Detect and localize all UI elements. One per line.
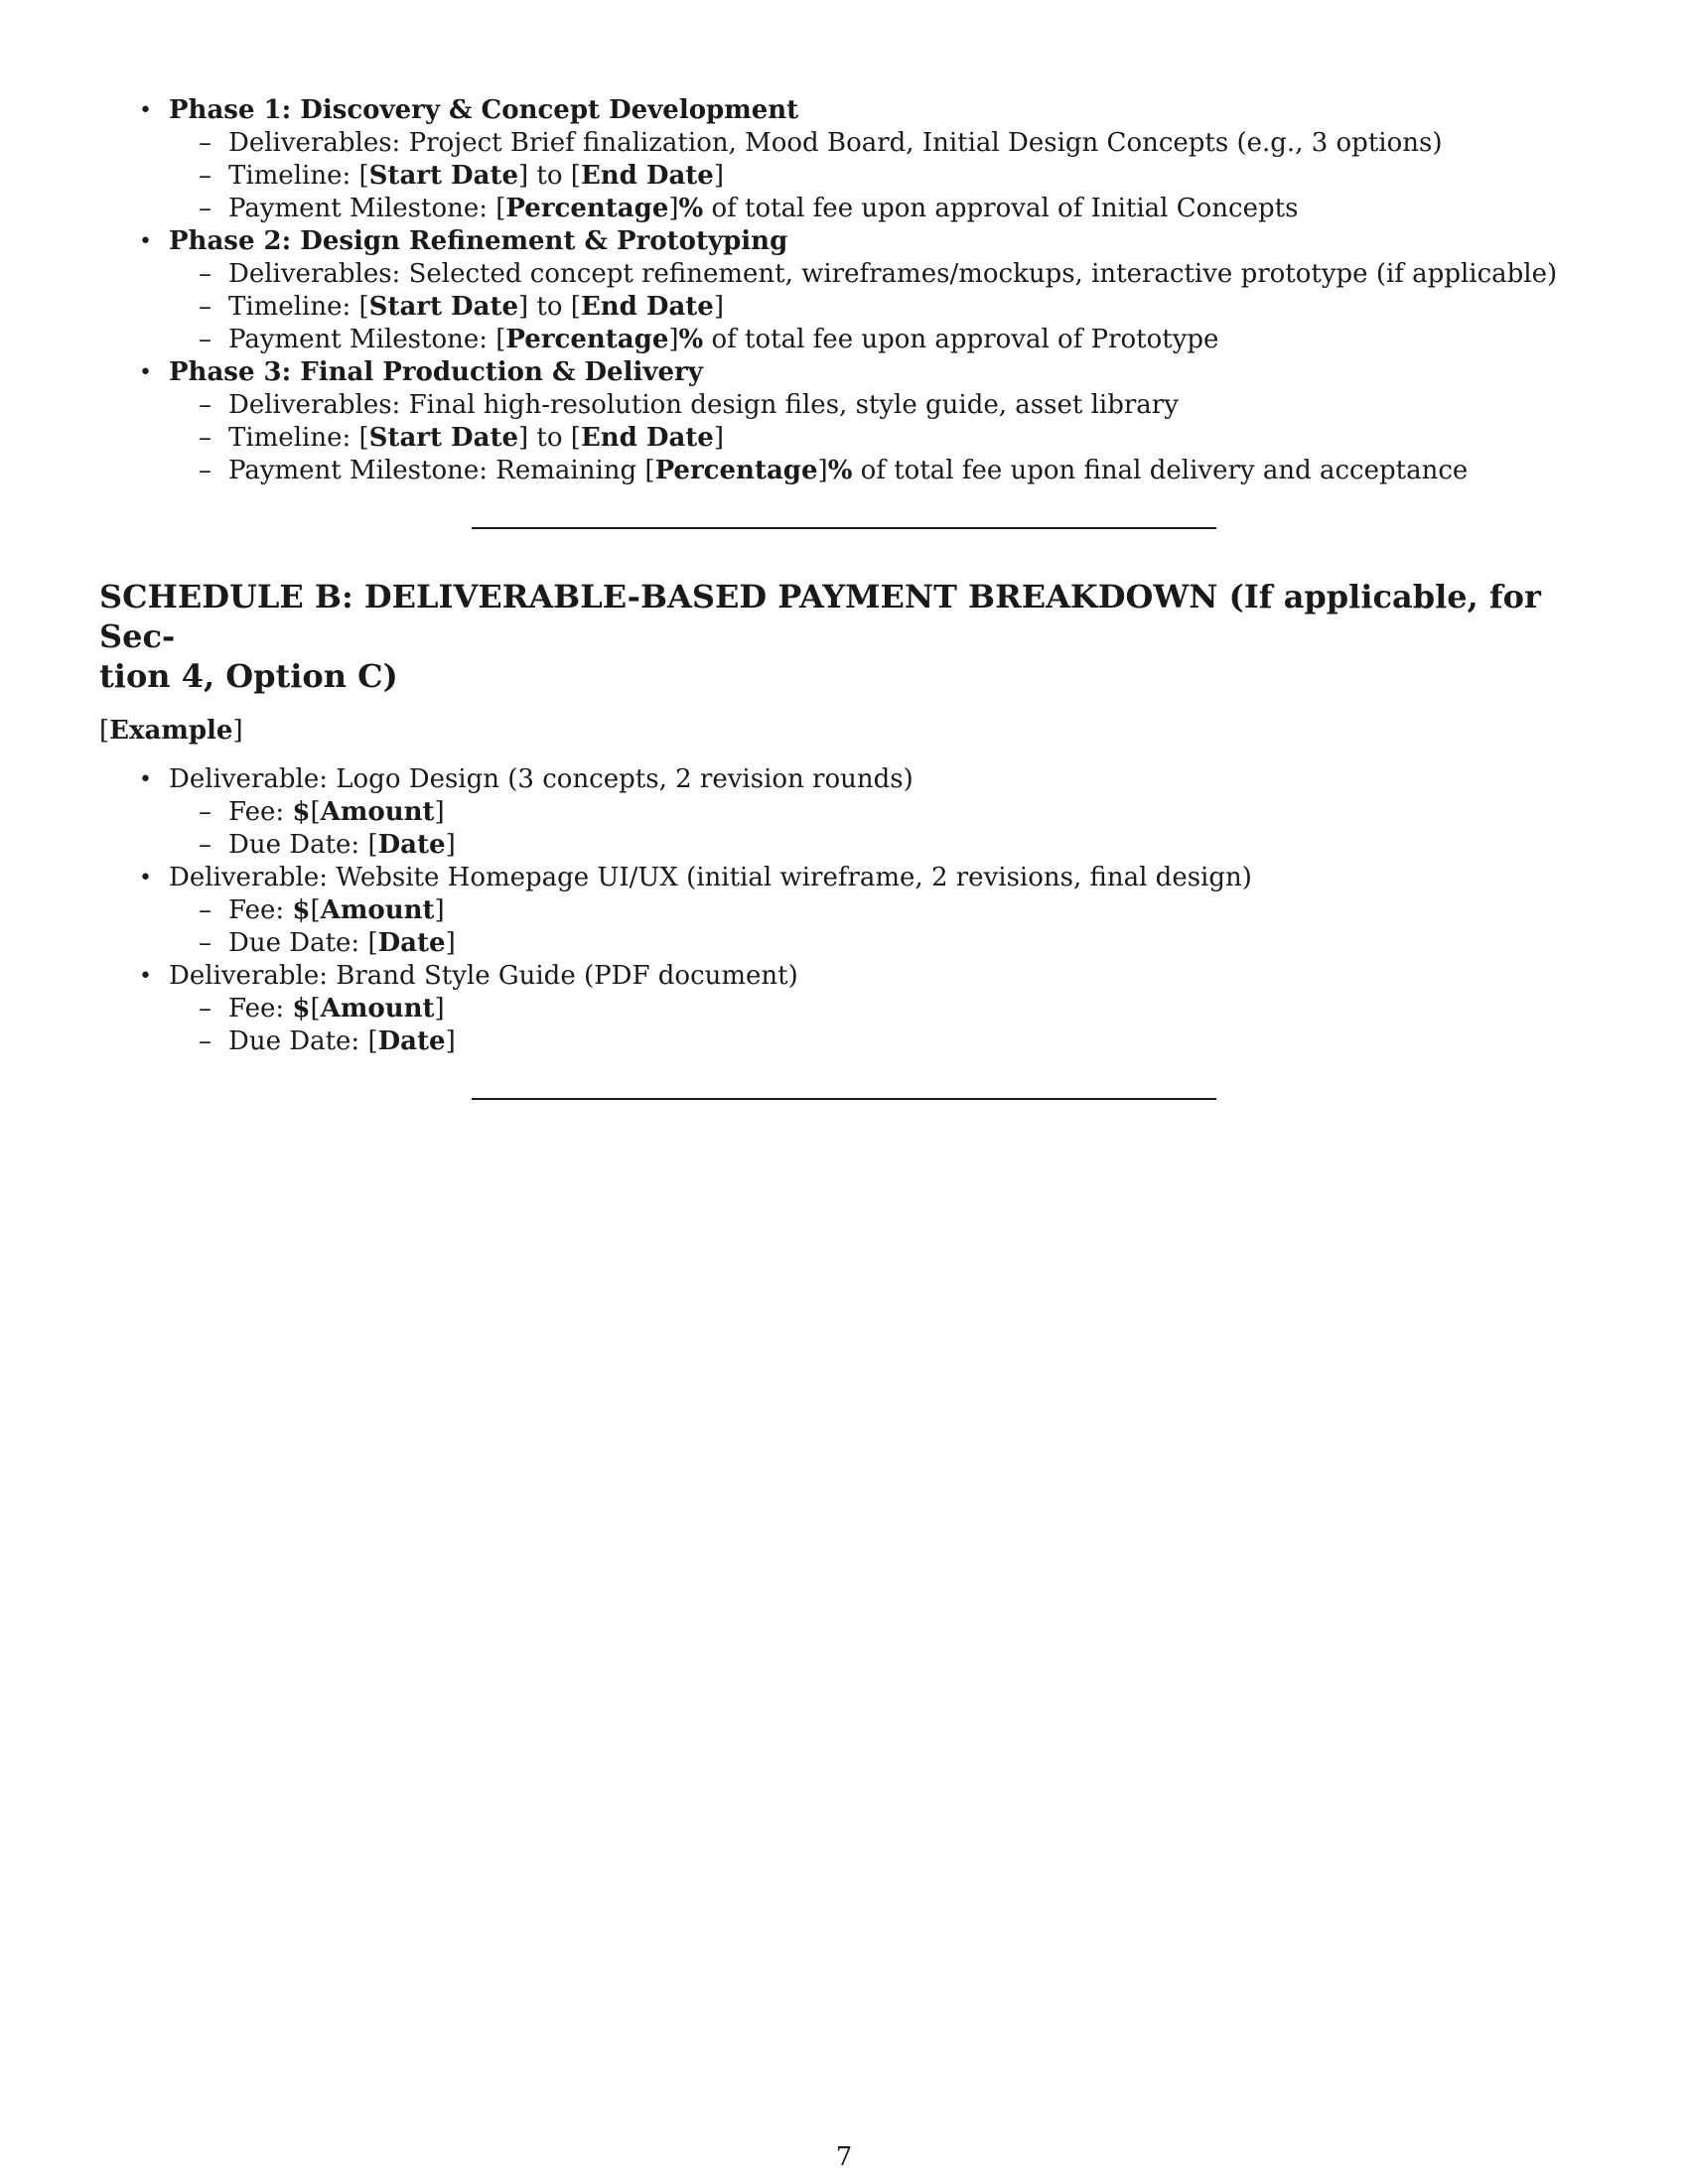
phase-list <box>99 94 1589 487</box>
payment-suffix: of total fee upon final delivery and acceptance <box>852 456 1469 485</box>
phase-item <box>99 94 1589 225</box>
deliverables-label: Deliverables: <box>228 128 409 158</box>
deliverables-text: Selected concept refinement, wireframes/mockups, interactive prototype (if applicable) <box>408 259 1558 289</box>
schedule-b-heading-line1: SCHEDULE B: DELIVERABLE-BASED PAYMENT BREAKDOWN (If applicable, for Sec- <box>99 578 1541 655</box>
timeline-line: – Timeline: [Start Date] to [End Date] <box>199 292 725 322</box>
deliverable-label: Deliverable: <box>169 863 337 892</box>
schedule-b-heading <box>99 577 1589 696</box>
start-date-placeholder: Start Date <box>368 292 518 322</box>
bullet-icon: • <box>139 229 152 254</box>
fee-label: Fee: <box>228 797 293 827</box>
deliverables-line <box>169 258 1589 291</box>
deliverable-details <box>169 894 1589 960</box>
timeline-label: Timeline: <box>228 292 359 322</box>
payment-label: Payment Milestone: <box>228 325 496 354</box>
date-placeholder: Date <box>377 830 446 860</box>
date-placeholder: Date <box>377 1026 446 1056</box>
deliverable-details <box>169 796 1589 862</box>
deliverable-name: Brand Style Guide (PDF document) <box>336 961 798 991</box>
amount-placeholder: Amount <box>320 994 435 1024</box>
dash-icon: – <box>199 456 211 485</box>
deliverable-name: Website Homepage UI/UX (initial wireframe, 2 revisions, final design) <box>336 863 1252 892</box>
dash-icon: – <box>199 390 211 420</box>
due-date-label: Due Date: <box>228 1026 368 1056</box>
percent-sign: % <box>827 456 853 485</box>
deliverable-list <box>99 763 1589 1058</box>
amount-placeholder: Amount <box>320 895 435 925</box>
payment-suffix: of total fee upon approval of Initial Concepts <box>703 194 1299 223</box>
end-date-placeholder: End Date <box>580 292 714 322</box>
dash-icon: – <box>199 325 211 354</box>
page-number: 7 <box>835 2142 853 2172</box>
percent-sign: % <box>678 194 704 223</box>
phase-item <box>99 225 1589 356</box>
start-date-placeholder: Start Date <box>368 161 518 191</box>
deliverables-text: Project Brief finalization, Mood Board, Initial Design Concepts (e.g., 3 options) <box>408 128 1443 158</box>
deliverable-details <box>169 993 1589 1058</box>
bullet-icon: • <box>139 964 152 989</box>
timeline-label: Timeline: <box>228 423 359 453</box>
bullet-icon: • <box>139 98 152 123</box>
percentage-placeholder: Percentage <box>505 194 669 223</box>
payment-label: Payment Milestone: <box>228 456 496 485</box>
payment-suffix: of total fee upon approval of Prototype <box>703 325 1219 354</box>
example-label: [Example] <box>99 716 243 746</box>
percentage-placeholder: Percentage <box>654 456 818 485</box>
dollar-sign: $ <box>292 797 311 827</box>
deliverable-label: Deliverable: <box>169 764 337 794</box>
dollar-sign: $ <box>292 994 311 1024</box>
deliverable-item <box>99 763 1589 862</box>
dash-icon: – <box>199 994 211 1024</box>
payment-line: – Payment Milestone: [Percentage]% of total fee upon approval of Initial Concepts <box>199 194 1299 223</box>
dash-icon: – <box>199 423 211 453</box>
example-text: Example <box>109 716 233 746</box>
dollar-sign: $ <box>292 895 311 925</box>
due-date-line: – Due Date: [Date] <box>199 1026 456 1056</box>
deliverables-label: Deliverables: <box>228 259 409 289</box>
payment-line: – Payment Milestone: Remaining [Percentage]% of total fee upon final delivery and acceptance <box>199 456 1469 485</box>
timeline-to: to <box>528 161 571 191</box>
deliverables-label: Deliverables: <box>228 390 409 420</box>
dash-icon: – <box>199 194 211 223</box>
due-date-line: – Due Date: [Date] <box>199 928 456 958</box>
fee-line: – Fee: $[Amount] <box>199 994 445 1024</box>
dash-icon: – <box>199 1026 211 1056</box>
dash-icon: – <box>199 128 211 158</box>
dash-icon: – <box>199 161 211 191</box>
dash-icon: – <box>199 797 211 827</box>
fee-line: – Fee: $[Amount] <box>199 797 445 827</box>
fee-label: Fee: <box>228 994 293 1024</box>
timeline-line: – Timeline: [Start Date] to [End Date] <box>199 161 725 191</box>
percent-sign: % <box>678 325 704 354</box>
payment-label: Payment Milestone: <box>228 194 496 223</box>
deliverables-line <box>169 389 1589 422</box>
timeline-line: – Timeline: [Start Date] to [End Date] <box>199 423 725 453</box>
phase-details <box>169 127 1589 225</box>
phase-details <box>169 258 1589 356</box>
end-date-placeholder: End Date <box>580 161 714 191</box>
timeline-to: to <box>528 423 571 453</box>
bullet-icon: • <box>139 767 152 792</box>
dash-icon: – <box>199 292 211 322</box>
deliverable-item <box>99 862 1589 960</box>
dash-icon: – <box>199 259 211 289</box>
bullet-icon: • <box>139 360 152 385</box>
fee-line: – Fee: $[Amount] <box>199 895 445 925</box>
end-date-placeholder: End Date <box>580 423 714 453</box>
horizontal-rule <box>472 1098 1216 1100</box>
fee-label: Fee: <box>228 895 293 925</box>
deliverables-text: Final high-resolution design files, style guide, asset library <box>408 390 1179 420</box>
phase-details <box>169 389 1589 487</box>
deliverables-line <box>169 127 1589 160</box>
due-date-line: – Due Date: [Date] <box>199 830 456 860</box>
start-date-placeholder: Start Date <box>368 423 518 453</box>
payment-prefix: Remaining <box>495 456 645 485</box>
phase-title: Phase 2: Design Refinement & Prototyping <box>169 226 788 256</box>
timeline-label: Timeline: <box>228 161 359 191</box>
deliverable-label: Deliverable: <box>169 961 337 991</box>
page-content <box>99 94 1589 1100</box>
schedule-b-heading-line2: tion 4, Option C) <box>99 657 398 695</box>
percentage-placeholder: Percentage <box>505 325 669 354</box>
dash-icon: – <box>199 895 211 925</box>
due-date-label: Due Date: <box>228 928 368 958</box>
date-placeholder: Date <box>377 928 446 958</box>
amount-placeholder: Amount <box>320 797 435 827</box>
phase-item <box>99 356 1589 487</box>
due-date-label: Due Date: <box>228 830 368 860</box>
bullet-icon: • <box>139 866 152 890</box>
dash-icon: – <box>199 830 211 860</box>
payment-line: – Payment Milestone: [Percentage]% of total fee upon approval of Prototype <box>199 325 1219 354</box>
horizontal-rule <box>472 527 1216 529</box>
phase-title: Phase 3: Final Production & Delivery <box>169 357 703 387</box>
deliverable-name: Logo Design (3 concepts, 2 revision rounds) <box>336 764 914 794</box>
phase-title: Phase 1: Discovery & Concept Development <box>169 95 799 125</box>
dash-icon: – <box>199 928 211 958</box>
timeline-to: to <box>528 292 571 322</box>
deliverable-item <box>99 960 1589 1058</box>
